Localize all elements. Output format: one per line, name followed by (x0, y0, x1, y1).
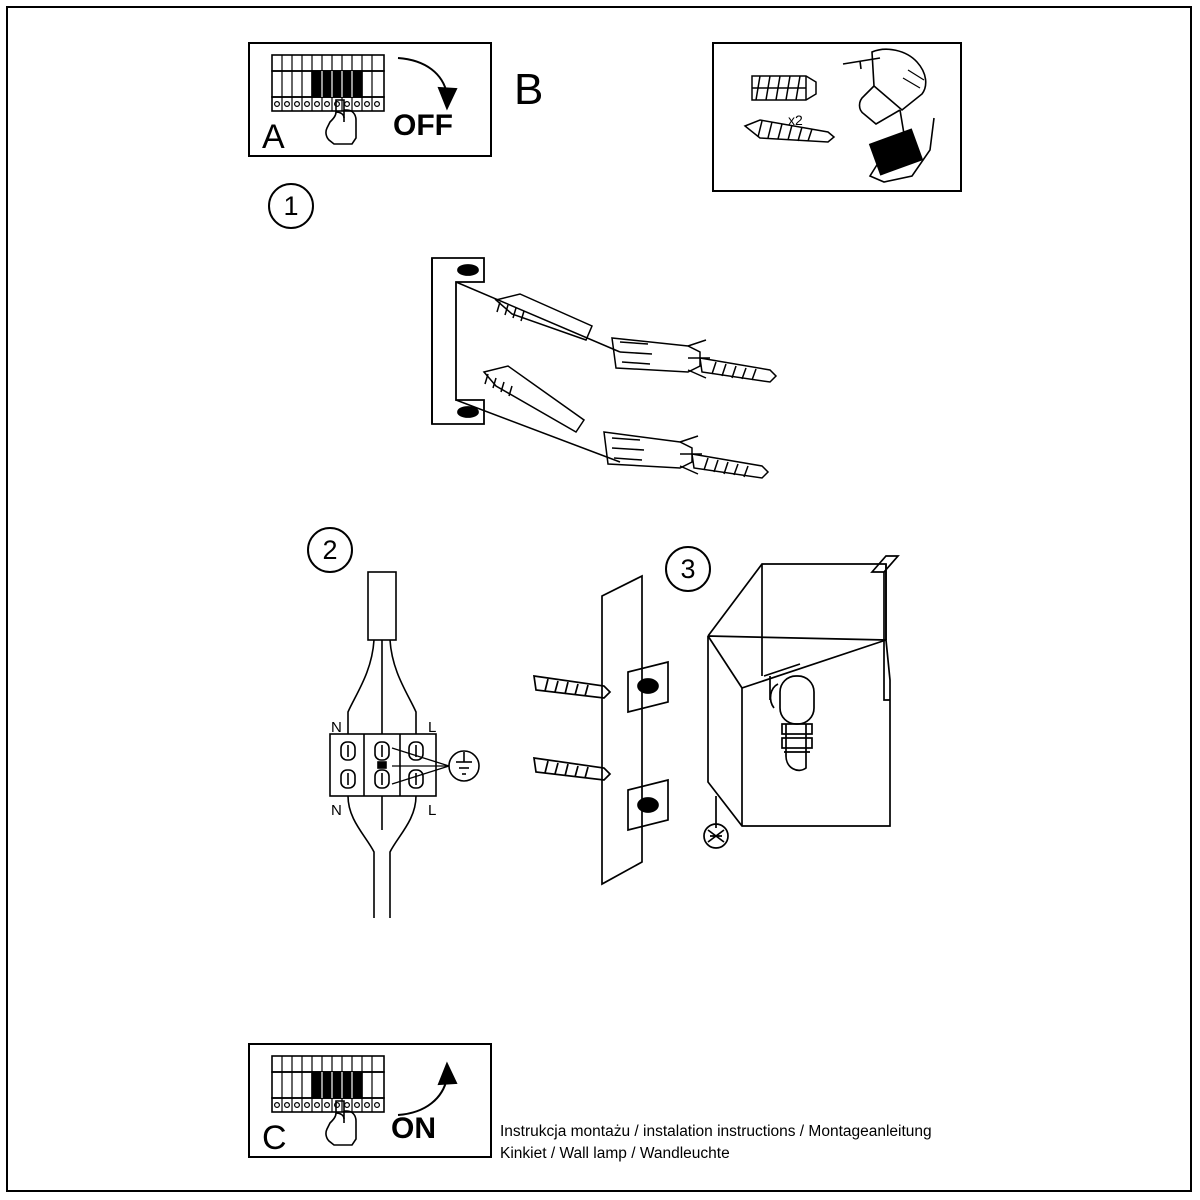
panel-a-state-label: OFF (393, 109, 453, 142)
terminal-label-n-bottom: N (331, 802, 342, 819)
step-1-number: 1 (268, 183, 314, 229)
terminal-label-l-bottom: L (428, 802, 437, 819)
step-3-number: 3 (665, 546, 711, 592)
parts-box (712, 42, 962, 192)
terminal-label-l-top: L (428, 719, 437, 736)
panel-b-letter: B (514, 65, 544, 114)
terminal-label-n-top: N (331, 719, 342, 736)
parts-quantity-label: x2 (788, 112, 803, 128)
footer-line-1: Instrukcja montażu / instalation instructions / Montageanleitung (500, 1123, 932, 1140)
step-2-number: 2 (307, 527, 353, 573)
panel-a-letter: A (262, 118, 285, 156)
footer-line-2: Kinkiet / Wall lamp / Wandleuchte (500, 1145, 730, 1162)
panel-c-letter: C (262, 1119, 287, 1157)
sheet-border (6, 6, 1192, 1192)
panel-c-state-label: ON (391, 1112, 436, 1145)
